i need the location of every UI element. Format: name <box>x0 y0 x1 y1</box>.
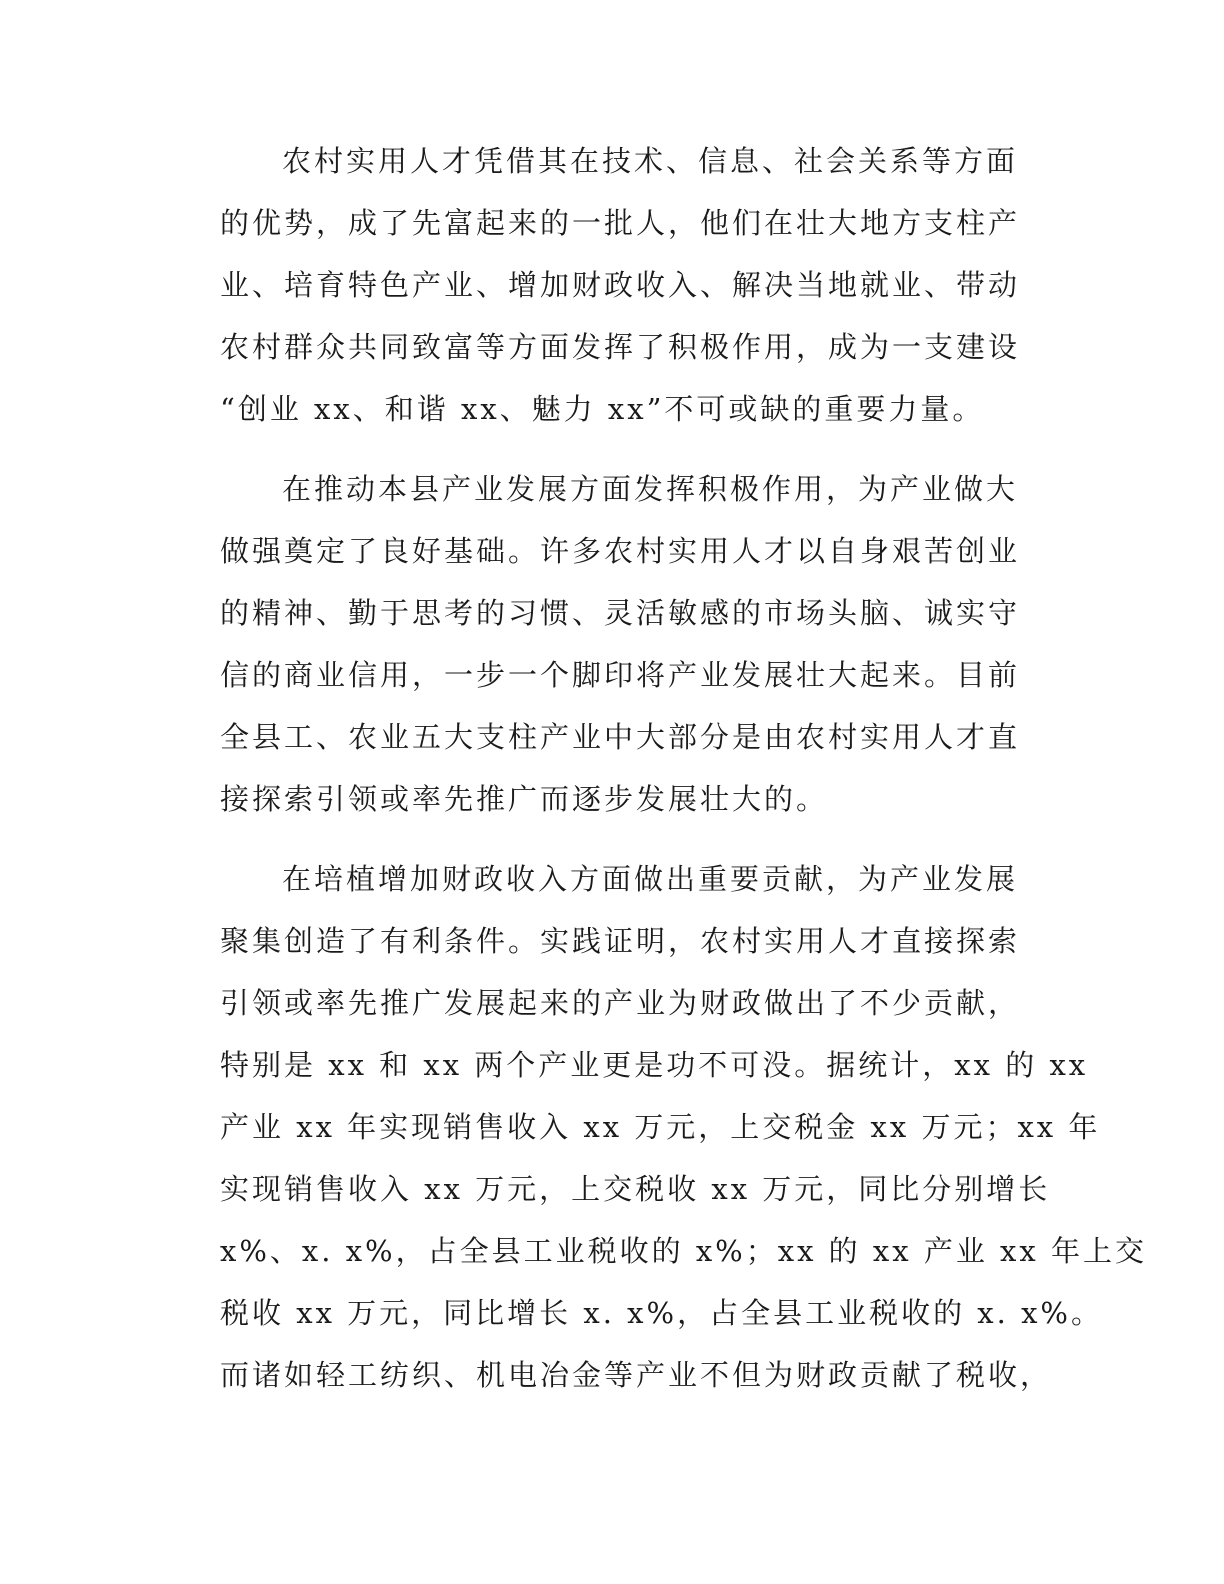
text-line: 的优势，成了先富起来的一批人，他们在壮大地方支柱产 <box>220 206 1021 240</box>
text-line: 产业 xx 年实现销售收入 xx 万元，上交税金 xx 万元；xx 年 <box>220 1110 1101 1144</box>
paragraph-1 <box>220 130 1021 440</box>
text-line: 特别是 xx 和 xx 两个产业更是功不可没。据统计，xx 的 xx <box>220 1048 1089 1082</box>
text-line: 聚集创造了有利条件。实践证明，农村实用人才直接探索 <box>220 924 1021 958</box>
text-line: 实现销售收入 xx 万元，上交税收 xx 万元，同比分别增长 <box>220 1172 1051 1206</box>
text-line: 的精神、勤于思考的习惯、灵活敏感的市场头脑、诚实守 <box>220 596 1021 630</box>
text-line: 信的商业信用，一步一个脚印将产业发展壮大起来。目前 <box>220 658 1021 692</box>
text-line: 税收 xx 万元，同比增长 x. x%，占全县工业税收的 x. x%。 <box>220 1296 1103 1330</box>
text-line: 而诸如轻工纺织、机电冶金等产业不但为财政贡献了税收， <box>220 1358 1053 1392</box>
document-page <box>220 130 1147 1424</box>
text-line: x%、x. x%，占全县工业税收的 x%；xx 的 xx 产业 xx 年上交 <box>220 1234 1147 1268</box>
text-line: 农村实用人才凭借其在技术、信息、社会关系等方面 <box>282 144 1019 178</box>
text-line: 业、培育特色产业、增加财政收入、解决当地就业、带动 <box>220 268 1021 302</box>
text-line: 做强奠定了良好基础。许多农村实用人才以自身艰苦创业 <box>220 534 1021 568</box>
text-line: “创业 xx、和谐 xx、魅力 xx”不可或缺的重要力量。 <box>220 392 985 426</box>
text-line: 引领或率先推广发展起来的产业为财政做出了不少贡献， <box>220 986 1021 1020</box>
text-line: 在推动本县产业发展方面发挥积极作用，为产业做大 <box>282 472 1019 506</box>
paragraph-2 <box>220 458 1021 830</box>
text-line: 在培植增加财政收入方面做出重要贡献，为产业发展 <box>282 862 1019 896</box>
paragraph-3 <box>220 848 1147 1406</box>
text-line: 全县工、农业五大支柱产业中大部分是由农村实用人才直 <box>220 720 1021 754</box>
text-line: 接探索引领或率先推广而逐步发展壮大的。 <box>220 782 829 816</box>
text-line: 农村群众共同致富等方面发挥了积极作用，成为一支建设 <box>220 330 1021 364</box>
